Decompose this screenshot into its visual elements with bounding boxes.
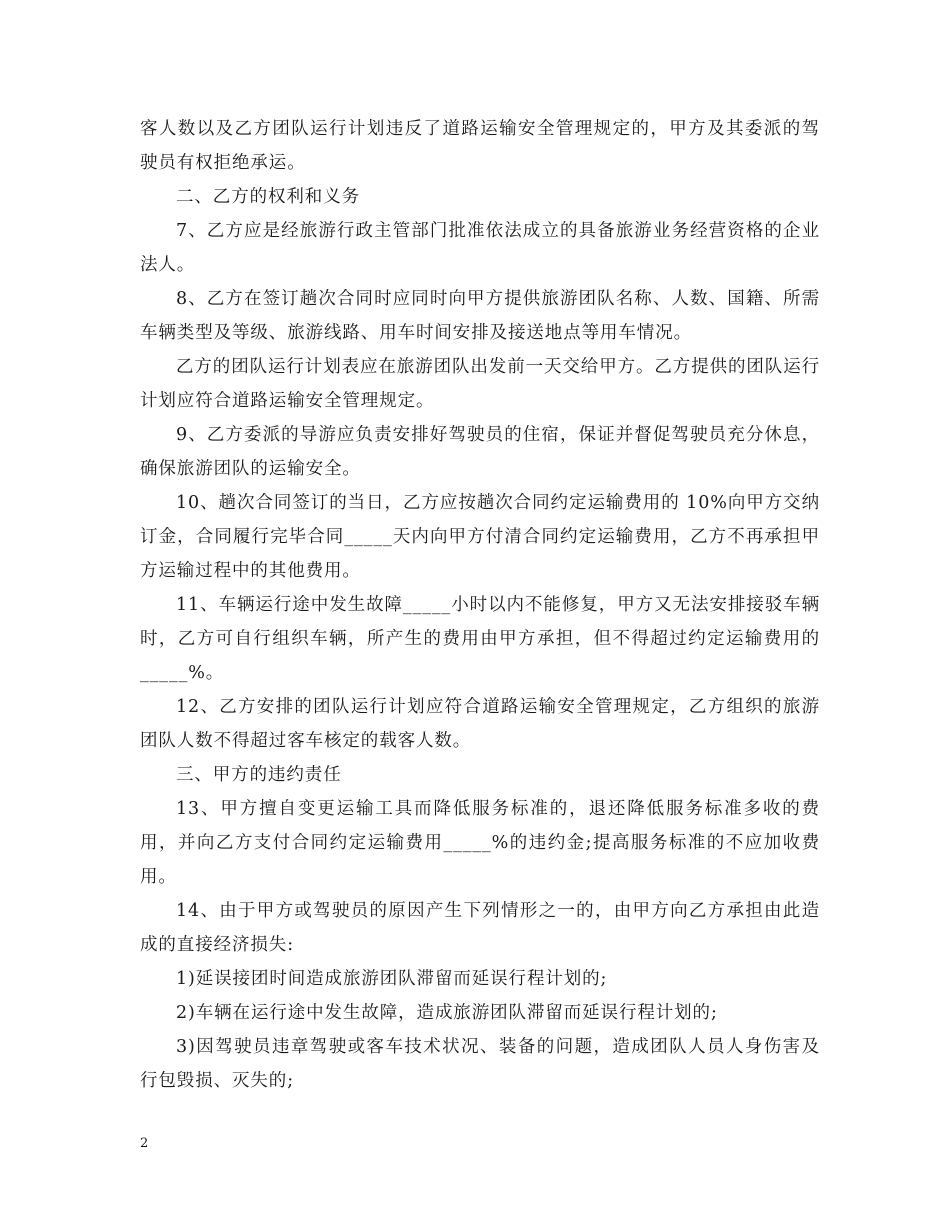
clause-11: 11、车辆运行途中发生故障_____小时以内不能修复，甲方又无法安排接驳车辆时，乙方可自行组织车辆，所产生的费用由甲方承担，但不得超过约定运输费用的_____%。 xyxy=(140,595,820,683)
page-number: 2 xyxy=(140,1136,149,1151)
clause-9: 9、乙方委派的导游应负责安排好驾驶员的住宿，保证并督促驾驶员充分休息，确保旅游团队的运输安全。 xyxy=(140,425,820,479)
clause-7: 7、乙方应是经旅游行政主管部门批准依法成立的具备旅游业务经营资格的企业法人。 xyxy=(140,221,820,275)
paragraph-continued: 客人数以及乙方团队运行计划违反了道路运输安全管理规定的，甲方及其委派的驾驶员有权拒绝承运。 xyxy=(140,119,820,173)
clause-14-item-1: 1)延误接团时间造成旅游团队滞留而延误行程计划的; xyxy=(176,969,608,989)
clause-10: 10、趟次合同签订的当日，乙方应按趟次合同约定运输费用的 10%向甲方交纳订金，合同履行完毕合同_____天内向甲方付清合同约定运输费用，乙方不再承担甲方运输过程中的其他费用。 xyxy=(140,493,820,581)
clause-8: 8、乙方在签订趟次合同时应同时向甲方提供旅游团队名称、人数、国籍、所需车辆类型及等级、旅游线路、用车时间安排及接送地点等用车情况。 xyxy=(140,289,820,343)
clause-14-item-2: 2)车辆在运行途中发生故障，造成旅游团队滞留而延误行程计划的; xyxy=(176,1003,718,1023)
section-heading-party-b-rights: 二、乙方的权利和义务 xyxy=(176,187,360,207)
clause-8-continued: 乙方的团队运行计划表应在旅游团队出发前一天交给甲方。乙方提供的团队运行计划应符合道路运输安全管理规定。 xyxy=(140,357,820,411)
clause-14: 14、由于甲方或驾驶员的原因产生下列情形之一的，由甲方向乙方承担由此造成的直接经济损失: xyxy=(140,901,820,955)
clause-12: 12、乙方安排的团队运行计划应符合道路运输安全管理规定，乙方组织的旅游团队人数不得超过客车核定的载客人数。 xyxy=(140,697,820,751)
clause-14-item-3: 3)因驾驶员违章驾驶或客车技术状况、装备的问题，造成团队人员人身伤害及行包毁损、灭失的; xyxy=(140,1037,820,1091)
document-body xyxy=(140,112,820,1098)
section-heading-party-a-liability: 三、甲方的违约责任 xyxy=(176,765,342,785)
clause-13: 13、甲方擅自变更运输工具而降低服务标准的，退还降低服务标准多收的费用，并向乙方支付合同约定运输费用_____%的违约金;提高服务标准的不应加收费用。 xyxy=(140,799,820,887)
